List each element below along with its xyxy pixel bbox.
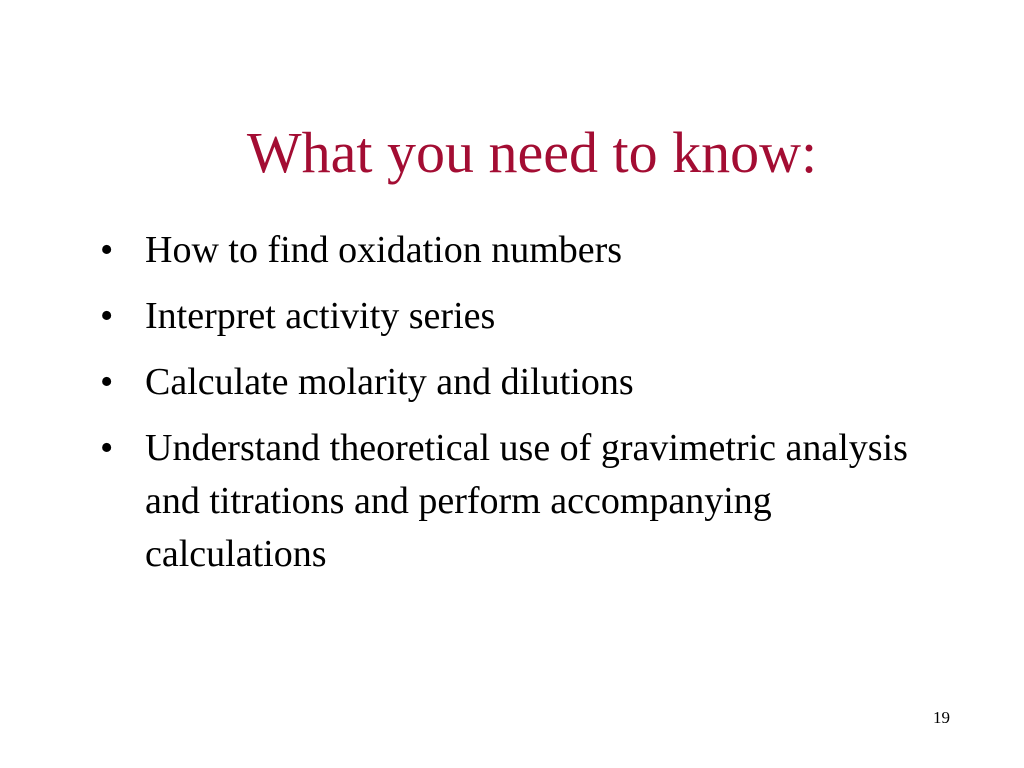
bullet-point-icon: • bbox=[100, 427, 114, 469]
slide-number: 19 bbox=[933, 708, 950, 727]
bullet-text: Interpret activity series bbox=[145, 295, 496, 337]
bullet-text: Understand theoretical use of gravimetric analysis and titrations and perform accompanying calculations bbox=[145, 427, 908, 575]
bullet-item-molarity-dilutions bbox=[100, 356, 920, 409]
bullet-list bbox=[100, 224, 920, 594]
bullet-point-icon: • bbox=[100, 295, 114, 337]
bullet-point-icon: • bbox=[100, 229, 114, 271]
bullet-text: Calculate molarity and dilutions bbox=[145, 361, 634, 403]
bullet-item-oxidation-numbers bbox=[100, 224, 920, 277]
slide-title: What you need to know: bbox=[246, 120, 818, 185]
bullet-text: How to find oxidation numbers bbox=[145, 229, 623, 271]
bullet-item-activity-series bbox=[100, 290, 920, 343]
bullet-item-gravimetric-titrations bbox=[100, 422, 920, 581]
bullet-point-icon: • bbox=[100, 361, 114, 403]
